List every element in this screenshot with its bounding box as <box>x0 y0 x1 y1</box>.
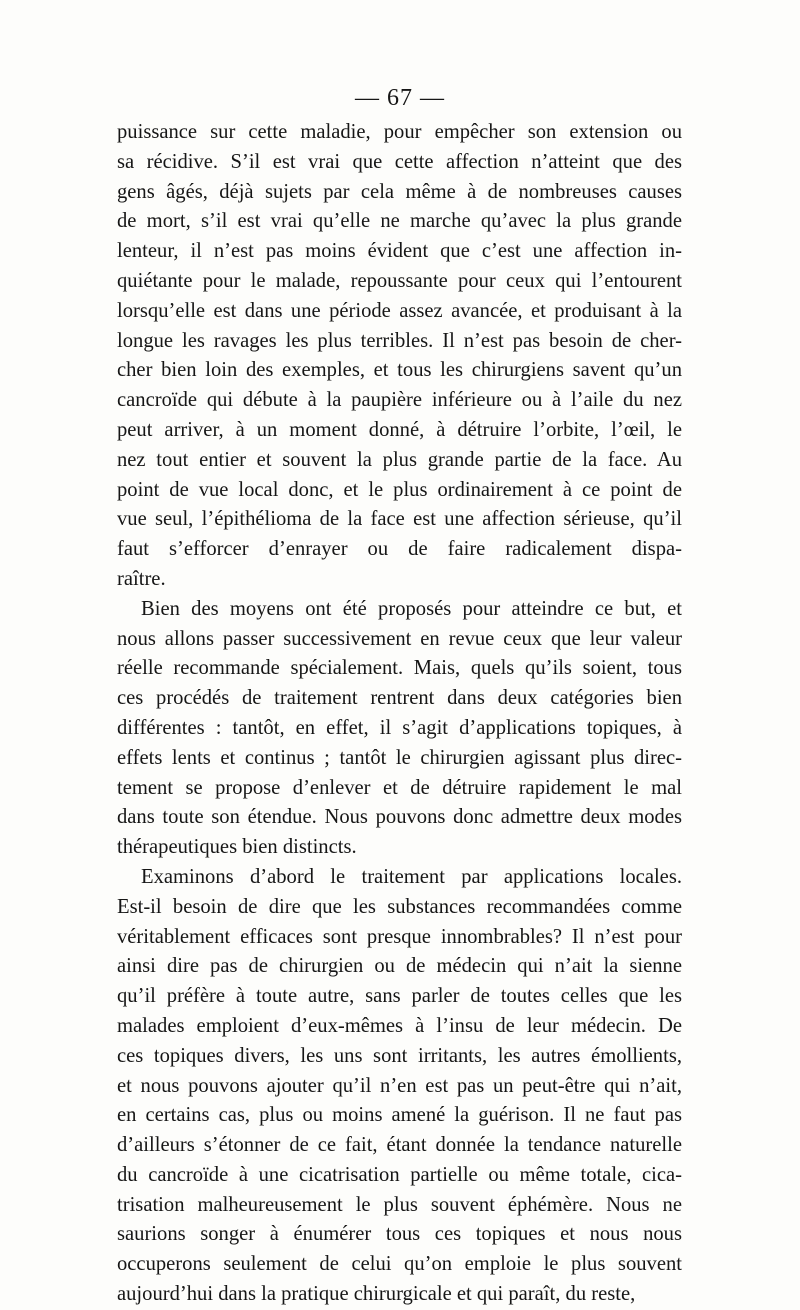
text-line: en certains cas, plus ou moins amené la guérison. Il ne faut pas <box>117 1104 682 1127</box>
text-line: dans toute son étendue. Nous pouvons donc admettre deux modes <box>117 806 682 829</box>
text-line: vue seul, l’épithélioma de la face est une affection sérieuse, qu’il <box>117 508 682 531</box>
text-line: ces topiques divers, les uns sont irritants, les autres émollients, <box>117 1044 682 1067</box>
text-line: Examinons d’abord le traitement par applications locales. <box>141 865 682 888</box>
paragraph <box>117 118 682 595</box>
text-line: Est-il besoin de dire que les substances recommandées comme <box>117 895 682 918</box>
text-line: gens âgés, déjà sujets par cela même à de nombreuses causes <box>117 180 682 203</box>
text-line: effets lents et continus ; tantôt le chirurgien agissant plus direc- <box>117 746 682 769</box>
body-text <box>117 118 682 1310</box>
text-line: véritablement efficaces sont presque innombrables? Il n’est pour <box>117 925 682 948</box>
text-line: faut s’efforcer d’enrayer ou de faire radicalement dispa- <box>117 538 682 561</box>
text-line: d’ailleurs s’étonner de ce fait, étant donnée la tendance naturelle <box>117 1134 682 1157</box>
text-line: lorsqu’elle est dans une période assez avancée, et produisant à la <box>117 299 682 322</box>
text-line: thérapeutiques bien distincts. <box>117 836 357 859</box>
text-line: Bien des moyens ont été proposés pour atteindre ce but, et <box>141 597 682 620</box>
text-line: sa récidive. S’il est vrai que cette affection n’atteint que des <box>117 150 682 173</box>
text-line: longue les ravages les plus terribles. Il n’est pas besoin de cher- <box>117 329 682 352</box>
text-line: nous allons passer successivement en revue ceux que leur valeur <box>117 627 682 650</box>
text-line: saurions songer à énumérer tous ces topiques et nous nous <box>117 1223 682 1246</box>
paragraph <box>117 863 682 1310</box>
text-line: occuperons seulement de celui qu’on emploie le plus souvent <box>117 1253 682 1276</box>
page-number: — 67 — <box>355 85 445 111</box>
text-line: malades emploient d’eux-mêmes à l’insu de leur médecin. De <box>117 1014 682 1037</box>
text-line: ces procédés de traitement rentrent dans deux catégories bien <box>117 687 682 710</box>
text-line: cancroïde qui débute à la paupière inférieure ou à l’aile du nez <box>117 389 682 412</box>
text-line: de mort, s’il est vrai qu’elle ne marche qu’avec la plus grande <box>117 210 682 233</box>
text-line: puissance sur cette maladie, pour empêcher son extension ou <box>117 121 682 143</box>
text-line: quiétante pour le malade, repoussante pour ceux qui l’entourent <box>117 269 682 292</box>
text-line: tement se propose d’enlever et de détruire rapidement le mal <box>117 776 682 799</box>
text-line: lenteur, il n’est pas moins évident que c’est une affection in- <box>117 240 682 263</box>
text-line: ainsi dire pas de chirurgien ou de médecin qui n’ait la sienne <box>117 955 682 978</box>
text-line: réelle recommande spécialement. Mais, quels qu’ils soient, tous <box>117 657 682 680</box>
text-line: raître. <box>117 567 166 590</box>
text-line: et nous pouvons ajouter qu’il n’en est pas un peut-être qui n’ait, <box>117 1074 682 1097</box>
text-line: point de vue local donc, et le plus ordinairement à ce point de <box>117 478 682 501</box>
text-line: aujourd’hui dans la pratique chirurgicale et qui paraît, du reste, <box>117 1283 636 1306</box>
text-line: du cancroïde à une cicatrisation partielle ou même totale, cica- <box>117 1163 682 1186</box>
text-line: nez tout entier et souvent la plus grande partie de la face. Au <box>117 448 682 471</box>
text-line: qu’il préfère à toute autre, sans parler de toutes celles que les <box>117 985 682 1008</box>
text-line: différentes : tantôt, en effet, il s’agit d’applications topiques, à <box>117 716 682 739</box>
text-line: peut arriver, à un moment donné, à détruire l’orbite, l’œil, le <box>117 418 682 441</box>
text-line: trisation malheureusement le plus souvent éphémère. Nous ne <box>117 1193 682 1216</box>
text-line: cher bien loin des exemples, et tous les chirurgiens savent qu’un <box>117 359 682 382</box>
paragraph <box>117 595 682 863</box>
